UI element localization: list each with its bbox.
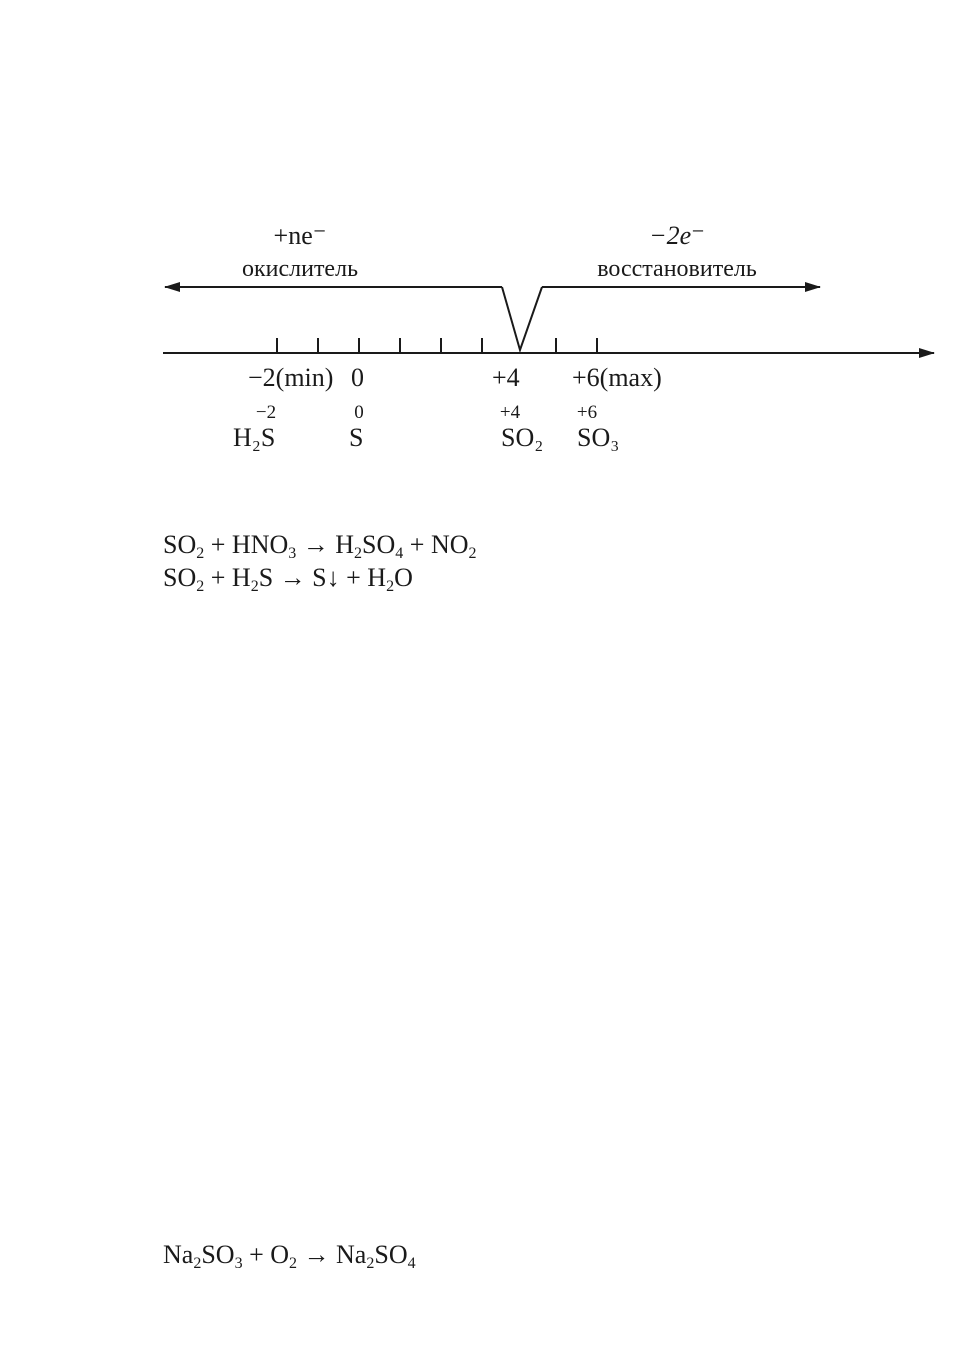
- compound-so3: SO₃: [577, 423, 620, 452]
- left-electron-label: +ne⁻: [273, 221, 327, 250]
- equation-so2-hno3: $SO_2 + HNO_3 \to H_2SO_4 + NO_2$: [163, 530, 477, 562]
- ox-state-h2s: −2: [255, 402, 277, 423]
- oxidation-state-diagram: [0, 0, 954, 470]
- axis-label-minus2: −2(min): [248, 363, 334, 392]
- compound-so2: SO₂: [501, 423, 544, 452]
- axis-label-plus4: +4: [492, 363, 520, 392]
- compound-h2s: H₂S: [233, 423, 276, 452]
- v-connector: [502, 287, 542, 350]
- ox-state-s: 0: [354, 402, 364, 423]
- equation-so2-h2s: $SO_2 + H_2S$ → S↓ + $H_2O$: [163, 563, 413, 595]
- equation-na2so3-o2: $Na_2SO_3 + O_2 \to Na_2SO_4$: [163, 1240, 416, 1272]
- ox-state-so2: +4: [499, 402, 521, 423]
- compound-s: S: [349, 423, 364, 452]
- right-electron-label: −2e⁻: [649, 221, 705, 250]
- axis-ticks: [277, 338, 597, 353]
- right-role-label: восстановитель: [597, 256, 757, 282]
- axis-label-plus6: +6(max): [572, 363, 662, 392]
- ox-state-so3: +6: [576, 402, 598, 423]
- left-role-label: окислитель: [241, 256, 359, 282]
- axis-label-0: 0: [351, 363, 364, 392]
